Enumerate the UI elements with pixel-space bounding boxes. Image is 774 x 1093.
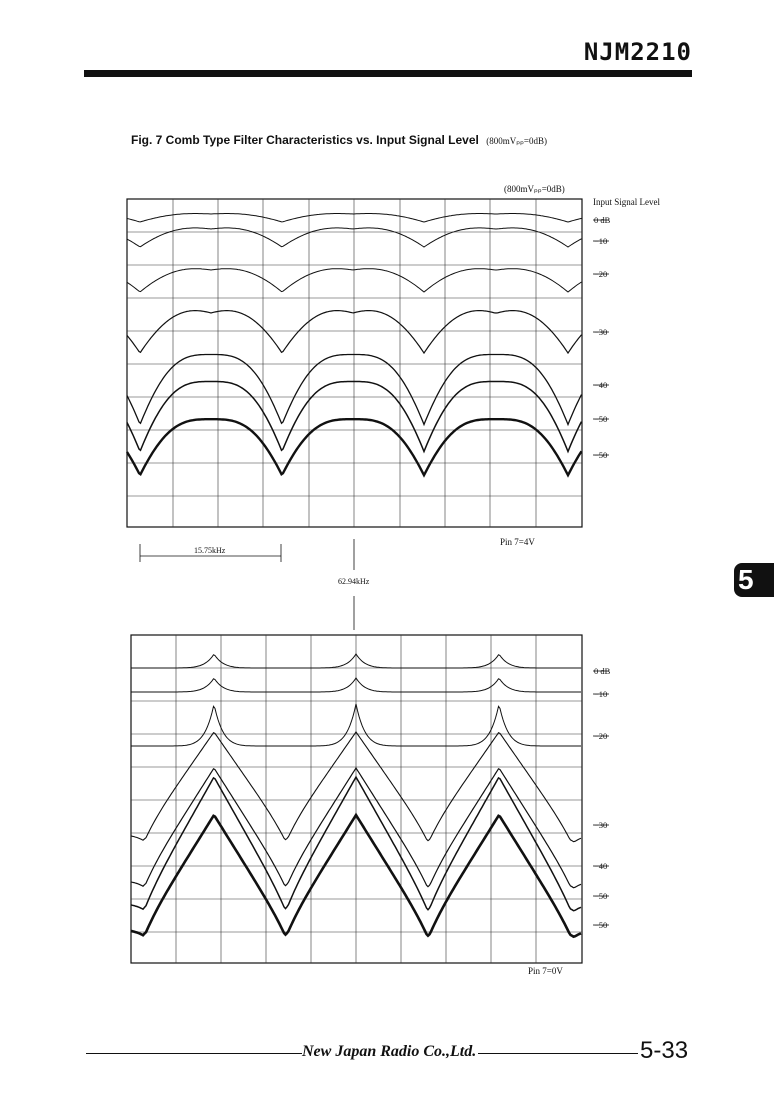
part-number: NJM2210 — [583, 38, 692, 66]
top-level-label: −50 — [594, 450, 608, 460]
bottom-level-label: −30 — [594, 820, 608, 830]
span-label: 15.75kHz — [194, 546, 226, 555]
top-level-label: −30 — [594, 327, 608, 337]
bottom-level-label: −10 — [594, 689, 608, 699]
bottom-level-label: −50 — [594, 920, 608, 930]
top-ref-note: (800mVₚₚ=0dB) — [504, 184, 565, 194]
top-level-label: 0 dB — [594, 215, 611, 225]
top-level-label: −50 — [594, 414, 608, 424]
center-freq-label: 62.94kHz — [338, 577, 370, 586]
top-level-label: −40 — [594, 380, 608, 390]
bottom-level-label: −40 — [594, 861, 608, 871]
legend-title: Input Signal Level — [593, 197, 660, 207]
top-level-label: −20 — [594, 269, 608, 279]
bottom-pin-note: Pin 7=0V — [528, 966, 563, 976]
footer-rule-right — [478, 1053, 638, 1054]
section-tab: 5 — [734, 563, 774, 597]
bottom-level-label: −50 — [594, 891, 608, 901]
bottom-level-label: −20 — [594, 731, 608, 741]
figure-caption-ref: (800mVₚₚ=0dB) — [486, 136, 547, 146]
figure-caption-main: Fig. 7 Comb Type Filter Characteristics vs. Input Signal Level — [131, 133, 479, 147]
bottom-chart-frame — [131, 635, 582, 963]
footer-rule-left — [86, 1053, 302, 1054]
bottom-level-label: 0 dB — [594, 666, 611, 676]
top-pin-note: Pin 7=4V — [500, 537, 535, 547]
page-number: 5-33 — [640, 1037, 689, 1064]
top-level-label: −10 — [594, 236, 608, 246]
top-chart-frame — [127, 199, 582, 527]
company-name: New Japan Radio Co.,Ltd. — [302, 1043, 477, 1060]
